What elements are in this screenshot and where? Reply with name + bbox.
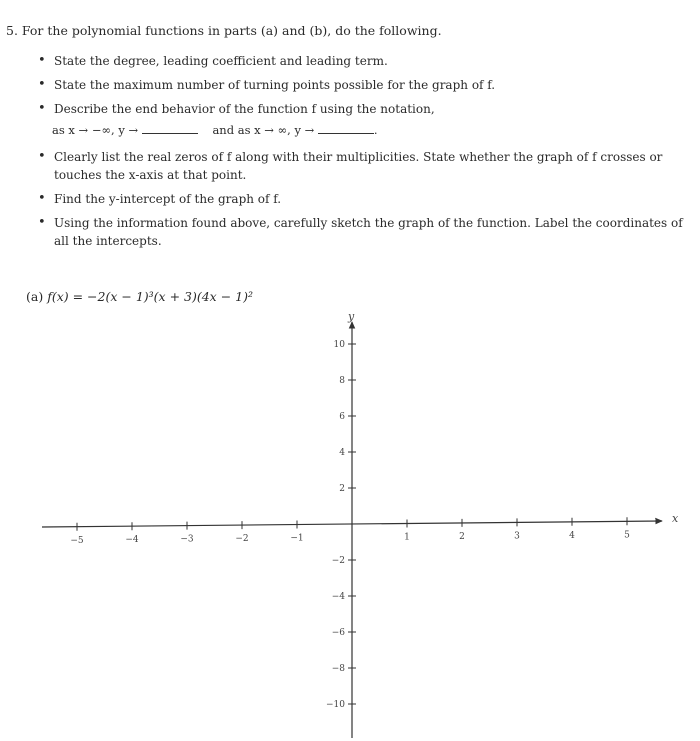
x-tick-label: 3 [514,531,520,542]
part-a-label: (a) [26,289,44,304]
x-tick-label: −5 [70,535,84,546]
instruction-item: • Find the y-intercept of the graph of f. [38,190,683,208]
instruction-list [38,52,683,256]
answer-blank [142,133,198,134]
y-tick-label: 10 [333,340,345,350]
y-axis-label: y [348,310,355,323]
y-tick-label: 2 [339,484,345,494]
answer-blank [318,133,374,134]
y-tick-label: −6 [331,628,345,638]
instruction-item: • Using the information found above, carefully sketch the graph of the function. Label the coordinates of all the intercepts. [38,214,683,250]
instruction-item: • Describe the end behavior of the function f using the notation, [38,100,683,118]
x-tick-label: 5 [624,530,630,541]
x-tick-label: 1 [404,532,410,543]
y-tick-label: −8 [331,664,345,674]
y-tick-label: −10 [326,700,345,710]
problem-intro: For the polynomial functions in parts (a) and (b), do the following. [21,23,442,38]
x-tick-label: −3 [180,534,194,545]
end-behavior-left: as x → −∞, y → [52,123,139,137]
y-tick-label: −4 [331,592,345,602]
y-tick-label: −2 [331,556,345,566]
coordinate-grid [0,300,700,741]
x-tick-label: 4 [569,530,575,541]
part-a-function: f(x) = −2(x − 1)³(x + 3)(4x − 1)² [47,289,253,304]
instruction-item: • State the degree, leading coefficient and leading term. [38,52,683,70]
x-tick-label: −2 [235,534,249,545]
problem-heading [6,22,686,40]
instruction-item: • State the maximum number of turning points possible for the graph of f. [38,76,683,94]
problem-number: 5. [6,23,18,38]
y-tick-label: 6 [339,412,345,422]
y-tick-label: 8 [339,376,345,386]
x-tick-label: 2 [459,531,465,542]
end-behavior-right: and as x → ∞, y → [212,123,315,137]
instruction-item: • Clearly list the real zeros of f along with their multiplicities. State whether the graph of f crosses or touches the x-axis at that point. [38,148,683,184]
x-axis-label: x [672,512,679,525]
x-tick-label: −1 [290,533,304,544]
y-tick-label: 4 [339,448,345,458]
end-behavior-notation: as x → −∞, y → and as x → ∞, y → . [52,123,378,137]
x-tick-label: −4 [125,535,139,546]
